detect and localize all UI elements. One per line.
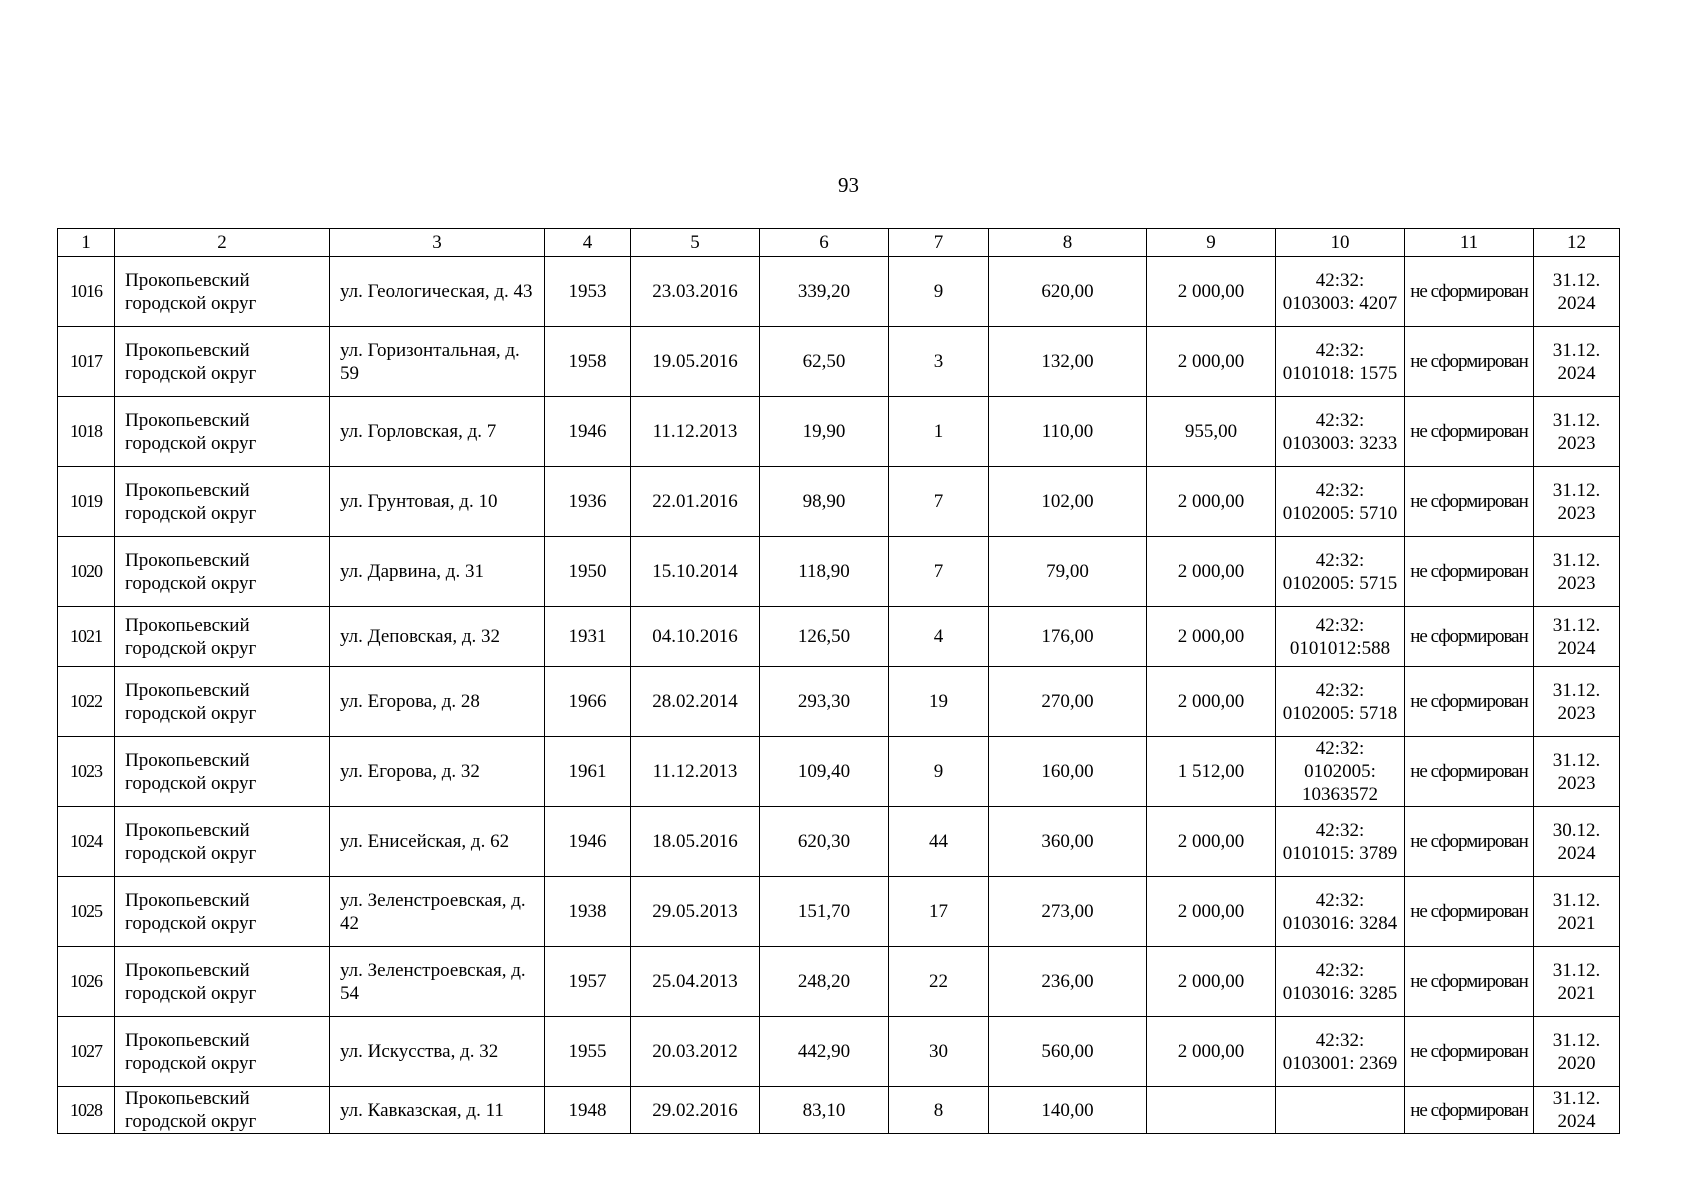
date-cell: 18.05.2016 (631, 807, 760, 877)
table-row (58, 537, 1620, 607)
municipality-cell: Прокопьевский городской округ (115, 397, 330, 467)
residents-cell: 17 (889, 877, 989, 947)
row-number-cell: 1022 (58, 667, 115, 737)
row-number-cell: 1025 (58, 877, 115, 947)
year-built-cell: 1946 (545, 807, 631, 877)
residents-cell: 9 (889, 737, 989, 807)
row-number-cell: 1020 (58, 537, 115, 607)
status-cell: не сформирован (1405, 327, 1534, 397)
residents-cell: 44 (889, 807, 989, 877)
deadline-cell: 31.12. 2023 (1534, 667, 1620, 737)
status-cell: не сформирован (1405, 1017, 1534, 1087)
table-row (58, 947, 1620, 1017)
housing-register-table (57, 228, 1620, 1134)
area-cell: 62,50 (760, 327, 889, 397)
table-row (58, 737, 1620, 807)
column-header: 5 (631, 229, 760, 257)
column-8-cell: 360,00 (989, 807, 1147, 877)
deadline-cell: 31.12. 2021 (1534, 947, 1620, 1017)
deadline-cell: 31.12. 2023 (1534, 537, 1620, 607)
date-cell: 28.02.2014 (631, 667, 760, 737)
table-row (58, 877, 1620, 947)
year-built-cell: 1957 (545, 947, 631, 1017)
status-cell: не сформирован (1405, 397, 1534, 467)
date-cell: 11.12.2013 (631, 397, 760, 467)
status-cell: не сформирован (1405, 467, 1534, 537)
column-8-cell: 132,00 (989, 327, 1147, 397)
date-cell: 22.01.2016 (631, 467, 760, 537)
table-row (58, 327, 1620, 397)
deadline-cell: 31.12. 2021 (1534, 877, 1620, 947)
residents-cell: 30 (889, 1017, 989, 1087)
column-8-cell: 273,00 (989, 877, 1147, 947)
date-cell: 15.10.2014 (631, 537, 760, 607)
cadastral-number-cell: 42:32: 0102005: 5715 (1276, 537, 1405, 607)
column-9-cell: 2 000,00 (1147, 607, 1276, 667)
date-cell: 25.04.2013 (631, 947, 760, 1017)
address-cell: ул. Егорова, д. 32 (330, 737, 545, 807)
status-cell: не сформирован (1405, 537, 1534, 607)
column-9-cell: 955,00 (1147, 397, 1276, 467)
municipality-cell: Прокопьевский городской округ (115, 947, 330, 1017)
municipality-cell: Прокопьевский городской округ (115, 807, 330, 877)
residents-cell: 3 (889, 327, 989, 397)
column-header: 3 (330, 229, 545, 257)
status-cell: не сформирован (1405, 1087, 1534, 1134)
address-cell: ул. Искусства, д. 32 (330, 1017, 545, 1087)
year-built-cell: 1948 (545, 1087, 631, 1134)
table-row (58, 467, 1620, 537)
cadastral-number-cell: 42:32: 0103003: 4207 (1276, 257, 1405, 327)
row-number-cell: 1021 (58, 607, 115, 667)
page-number: 93 (838, 173, 859, 197)
deadline-cell: 31.12. 2023 (1534, 737, 1620, 807)
deadline-cell: 31.12. 2024 (1534, 1087, 1620, 1134)
column-8-cell: 102,00 (989, 467, 1147, 537)
year-built-cell: 1938 (545, 877, 631, 947)
status-cell: не сформирован (1405, 737, 1534, 807)
residents-cell: 1 (889, 397, 989, 467)
column-9-cell: 1 512,00 (1147, 737, 1276, 807)
row-number-cell: 1016 (58, 257, 115, 327)
area-cell: 151,70 (760, 877, 889, 947)
year-built-cell: 1946 (545, 397, 631, 467)
column-header: 9 (1147, 229, 1276, 257)
municipality-cell: Прокопьевский городской округ (115, 667, 330, 737)
area-cell: 109,40 (760, 737, 889, 807)
row-number-cell: 1023 (58, 737, 115, 807)
area-cell: 98,90 (760, 467, 889, 537)
column-header: 8 (989, 229, 1147, 257)
table-row (58, 607, 1620, 667)
cadastral-number-cell: 42:32: 0103001: 2369 (1276, 1017, 1405, 1087)
municipality-cell: Прокопьевский городской округ (115, 1087, 330, 1134)
column-8-cell: 620,00 (989, 257, 1147, 327)
column-9-cell: 2 000,00 (1147, 667, 1276, 737)
status-cell: не сформирован (1405, 667, 1534, 737)
deadline-cell: 30.12. 2024 (1534, 807, 1620, 877)
deadline-cell: 31.12. 2024 (1534, 257, 1620, 327)
row-number-cell: 1026 (58, 947, 115, 1017)
cadastral-number-cell: 42:32: 0103016: 3284 (1276, 877, 1405, 947)
year-built-cell: 1931 (545, 607, 631, 667)
area-cell: 620,30 (760, 807, 889, 877)
column-header: 11 (1405, 229, 1534, 257)
cadastral-number-cell (1276, 1087, 1405, 1134)
address-cell: ул. Зеленстроевская, д. 42 (330, 877, 545, 947)
address-cell: ул. Кавказская, д. 11 (330, 1087, 545, 1134)
date-cell: 04.10.2016 (631, 607, 760, 667)
cadastral-number-cell: 42:32: 0103016: 3285 (1276, 947, 1405, 1017)
date-cell: 29.05.2013 (631, 877, 760, 947)
address-cell: ул. Горловская, д. 7 (330, 397, 545, 467)
area-cell: 126,50 (760, 607, 889, 667)
column-9-cell: 2 000,00 (1147, 537, 1276, 607)
column-header: 6 (760, 229, 889, 257)
municipality-cell: Прокопьевский городской округ (115, 467, 330, 537)
column-header: 12 (1534, 229, 1620, 257)
column-header: 10 (1276, 229, 1405, 257)
row-number-cell: 1019 (58, 467, 115, 537)
year-built-cell: 1950 (545, 537, 631, 607)
table-row (58, 257, 1620, 327)
status-cell: не сформирован (1405, 947, 1534, 1017)
municipality-cell: Прокопьевский городской округ (115, 327, 330, 397)
row-number-cell: 1018 (58, 397, 115, 467)
area-cell: 293,30 (760, 667, 889, 737)
area-cell: 248,20 (760, 947, 889, 1017)
area-cell: 339,20 (760, 257, 889, 327)
date-cell: 11.12.2013 (631, 737, 760, 807)
area-cell: 118,90 (760, 537, 889, 607)
column-9-cell: 2 000,00 (1147, 947, 1276, 1017)
address-cell: ул. Егорова, д. 28 (330, 667, 545, 737)
column-8-cell: 79,00 (989, 537, 1147, 607)
residents-cell: 22 (889, 947, 989, 1017)
column-number-header-row (58, 229, 1620, 257)
column-8-cell: 140,00 (989, 1087, 1147, 1134)
table-row (58, 1017, 1620, 1087)
year-built-cell: 1955 (545, 1017, 631, 1087)
column-8-cell: 270,00 (989, 667, 1147, 737)
municipality-cell: Прокопьевский городской округ (115, 607, 330, 667)
cadastral-number-cell: 42:32: 0102005: 5710 (1276, 467, 1405, 537)
year-built-cell: 1953 (545, 257, 631, 327)
residents-cell: 9 (889, 257, 989, 327)
residents-cell: 7 (889, 537, 989, 607)
address-cell: ул. Горизонтальная, д. 59 (330, 327, 545, 397)
table-row (58, 397, 1620, 467)
deadline-cell: 31.12. 2023 (1534, 397, 1620, 467)
table-row (58, 807, 1620, 877)
row-number-cell: 1028 (58, 1087, 115, 1134)
deadline-cell: 31.12. 2024 (1534, 607, 1620, 667)
address-cell: ул. Дарвина, д. 31 (330, 537, 545, 607)
residents-cell: 4 (889, 607, 989, 667)
column-header: 1 (58, 229, 115, 257)
column-header: 7 (889, 229, 989, 257)
date-cell: 20.03.2012 (631, 1017, 760, 1087)
municipality-cell: Прокопьевский городской округ (115, 257, 330, 327)
row-number-cell: 1027 (58, 1017, 115, 1087)
status-cell: не сформирован (1405, 257, 1534, 327)
column-9-cell: 2 000,00 (1147, 257, 1276, 327)
column-8-cell: 160,00 (989, 737, 1147, 807)
residents-cell: 8 (889, 1087, 989, 1134)
year-built-cell: 1936 (545, 467, 631, 537)
column-9-cell: 2 000,00 (1147, 327, 1276, 397)
cadastral-number-cell: 42:32: 0101018: 1575 (1276, 327, 1405, 397)
row-number-cell: 1024 (58, 807, 115, 877)
address-cell: ул. Грунтовая, д. 10 (330, 467, 545, 537)
area-cell: 19,90 (760, 397, 889, 467)
area-cell: 442,90 (760, 1017, 889, 1087)
municipality-cell: Прокопьевский городской округ (115, 1017, 330, 1087)
table-row (58, 667, 1620, 737)
table-row (58, 1087, 1620, 1134)
column-9-cell: 2 000,00 (1147, 877, 1276, 947)
cadastral-number-cell: 42:32: 0102005: 10363572 (1276, 737, 1405, 807)
cadastral-number-cell: 42:32: 0101015: 3789 (1276, 807, 1405, 877)
date-cell: 19.05.2016 (631, 327, 760, 397)
column-9-cell: 2 000,00 (1147, 807, 1276, 877)
address-cell: ул. Енисейская, д. 62 (330, 807, 545, 877)
address-cell: ул. Геологическая, д. 43 (330, 257, 545, 327)
column-8-cell: 236,00 (989, 947, 1147, 1017)
address-cell: ул. Деповская, д. 32 (330, 607, 545, 667)
deadline-cell: 31.12. 2024 (1534, 327, 1620, 397)
municipality-cell: Прокопьевский городской округ (115, 737, 330, 807)
year-built-cell: 1966 (545, 667, 631, 737)
deadline-cell: 31.12. 2020 (1534, 1017, 1620, 1087)
column-header: 2 (115, 229, 330, 257)
year-built-cell: 1961 (545, 737, 631, 807)
status-cell: не сформирован (1405, 807, 1534, 877)
column-8-cell: 176,00 (989, 607, 1147, 667)
status-cell: не сформирован (1405, 877, 1534, 947)
column-header: 4 (545, 229, 631, 257)
column-8-cell: 560,00 (989, 1017, 1147, 1087)
residents-cell: 7 (889, 467, 989, 537)
date-cell: 23.03.2016 (631, 257, 760, 327)
row-number-cell: 1017 (58, 327, 115, 397)
column-9-cell: 2 000,00 (1147, 467, 1276, 537)
year-built-cell: 1958 (545, 327, 631, 397)
municipality-cell: Прокопьевский городской округ (115, 537, 330, 607)
column-9-cell (1147, 1087, 1276, 1134)
area-cell: 83,10 (760, 1087, 889, 1134)
municipality-cell: Прокопьевский городской округ (115, 877, 330, 947)
cadastral-number-cell: 42:32: 0103003: 3233 (1276, 397, 1405, 467)
cadastral-number-cell: 42:32: 0102005: 5718 (1276, 667, 1405, 737)
status-cell: не сформирован (1405, 607, 1534, 667)
residents-cell: 19 (889, 667, 989, 737)
address-cell: ул. Зеленстроевская, д. 54 (330, 947, 545, 1017)
deadline-cell: 31.12. 2023 (1534, 467, 1620, 537)
column-8-cell: 110,00 (989, 397, 1147, 467)
cadastral-number-cell: 42:32: 0101012:588 (1276, 607, 1405, 667)
date-cell: 29.02.2016 (631, 1087, 760, 1134)
column-9-cell: 2 000,00 (1147, 1017, 1276, 1087)
